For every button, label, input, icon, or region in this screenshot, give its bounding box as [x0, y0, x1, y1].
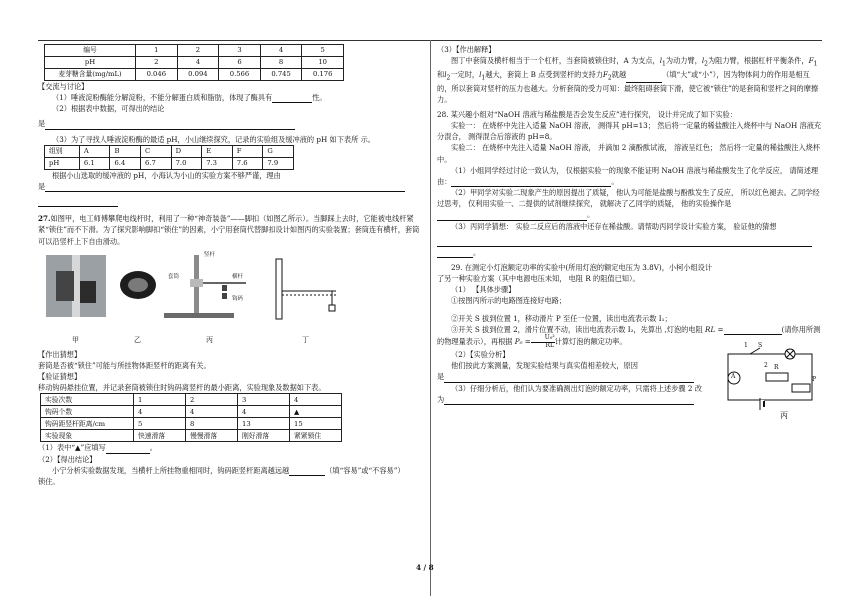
answer-blank[interactable] [45, 191, 405, 192]
label-r: R [774, 364, 779, 371]
conclusion-text: 小宁分析实验数据发现，当横杆上所挂物重相同时，钩码距竖杆距离越远越 （填“容易”或“不容易”） [52, 465, 405, 475]
q29-2-text: 他们按此方案测量，发现实验结果与真实值相差较大，原因 [451, 361, 638, 371]
label-s: S [758, 342, 763, 349]
q2: （2）根据表中数据，可得出的结论 [52, 104, 165, 114]
answer-blank[interactable] [444, 404, 694, 405]
power-formula: $\frac{\text{U₀²}}{RL}$ [531, 335, 555, 349]
label-goumao: 钩码 [232, 295, 244, 302]
table-maltose [44, 44, 344, 81]
table-ph [44, 145, 294, 170]
q28-3-answer-line-2: 。 [437, 247, 822, 258]
step-2: ②开关 S 拔到位置 1，移动滑片 P 至任一位置，读出电流表示数 I₁； [451, 313, 672, 323]
answer-blank[interactable] [437, 257, 473, 258]
label-p: P [812, 376, 817, 383]
diagram-ding [276, 259, 282, 319]
label-1: 1 [744, 342, 748, 349]
answer-line-extra [38, 196, 420, 207]
conclusion-title: （2）【得出结论】 [38, 454, 97, 464]
q28: 28. 某兴趣小组对“NaOH 溶液与稀盐酸是否会发生反应”进行探究， 设计并完成了如下实验： [437, 109, 737, 119]
label-jia: 甲 [72, 335, 79, 344]
q3-answer-line: 是 [38, 181, 420, 192]
experiment-2: 实验二： 在烧杯中先注入适量 NaOH 溶液， 并滴加 2 滴酚酞试液， 溶液呈红色； 然后将一定量的稀盐酸注入烧杯中。 [437, 143, 821, 164]
q29: 29. 在测定小灯泡额定功率的实验中(所用灯泡的额定电压为 3.8V)，小柯小组设计了另一种实验方案（其中电源电压未知， 电阻 R 的阻值已知）。 [437, 262, 713, 284]
q1: （1）唾液淀粉酶能分解淀粉，不能分解蛋白质和脂肪，体现了酶具有 性。 [52, 93, 327, 103]
label-taotong: 套筒 [168, 273, 180, 280]
page-number: 4 / 8 [416, 563, 434, 572]
q3-tail: 根据小山选取的缓冲液的 pH，小海认为小山的实验方案不够严谨，理由 [52, 170, 281, 180]
answer-blank[interactable] [106, 453, 150, 454]
q28-3: （3）丙同学猜想： 实验二反应后的溶液中还存在稀盐酸。请帮助丙同学设计实验方案， 验证他的猜想 [451, 221, 777, 231]
label-yi: 乙 [134, 335, 141, 344]
table-row: 实验次数 1 2 3 4 [41, 394, 342, 406]
verify-text: 移动钩码悬挂位置，并记录套筒被锁住时钩码离竖杆的最小距离，实验现象及数据如下表。 [38, 383, 326, 393]
left-column [38, 44, 420, 487]
label-2: 2 [764, 362, 768, 369]
apparatus-illustration [46, 251, 346, 343]
step-1: ①按图丙所示的电路图连接好电路； [451, 296, 567, 306]
q29-3-answer-line: 为 [437, 394, 822, 405]
q29-3: （3）仔细分析后，他们认为要准确测出灯泡的额定功率，只需将上述步骤 2 改 [451, 383, 702, 393]
answer-blank[interactable] [45, 129, 295, 130]
table-row: pH 2 4 6 8 10 [45, 57, 344, 69]
rheostat-symbol [792, 384, 810, 392]
guess-title: 【作出猜想】 [38, 349, 82, 359]
label-ding: 丁 [302, 335, 309, 344]
q27: 27.如图甲，电工师傅攀爬电线杆时，利用了一种“神奇装备”——脚扣（如图乙所示）。当脚踩上去时，它能被电线杆紧紧“锁住”而不下滑。为了探究影响脚扣“锁住”的因素，小宁用套筒代替脚扣设计如图丙的实验装置；套筒连有横杆，套筒可以沿竖杆上下自由滑动。 [38, 214, 420, 246]
q27-figure [46, 251, 346, 343]
q29-2-answer-line: 是 [437, 371, 822, 382]
table-row: 编号 1 2 3 4 5 [45, 45, 344, 57]
explain-text: 图丁中套筒及横杆相当于一个杠杆，当套筒被锁住时，A 为支点，$l_1$为动力臂，$l_2$为阻力臂，根据杠杆平衡条件，$F_1$和$l_2$一定时，$l_1$越大，套筒上 B 点受到竖杆的支持力$F_2$就越 （填“大”或“小”），因为物体间力的作用是相互的，所以套筒对竖杆的压力也越大。分析套筒的受力可知：最终阻碍套筒下滑，使它被“锁住”的是套筒和竖杆之间的摩擦力。 [437, 56, 819, 104]
experiment-1: 实验一： 在烧杯中先注入适量 NaOH 溶液， 测得其 pH=13； 然后将一定量的稀盐酸注入烧杯中与 NaOH 溶液充分混合， 测得混合后溶液的 pH=8。 [437, 121, 822, 142]
answer-blank[interactable] [289, 475, 325, 476]
answer-blank[interactable] [626, 82, 662, 83]
table-row: pH 6.1 6.4 6.7 7.0 7.3 7.6 7.9 [45, 157, 294, 169]
q29-2: （2）【实验分析】 [451, 350, 510, 360]
q3: （3）为了寻找人唾液淀粉酶的最适 pH，小山继续探究，记录的实验组及缓冲液的 pH 如下表所 示。 [52, 134, 375, 144]
q28-3-answer-line [437, 236, 822, 247]
resistor-symbol [766, 373, 788, 381]
answer-blank[interactable] [272, 102, 312, 103]
table-row: 钩码个数 4 4 4 ▲ [41, 406, 342, 418]
column-divider [430, 40, 431, 596]
answer-blank[interactable] [38, 206, 118, 207]
q28-1: （1）小组同学经过讨论一致认为， 仅根据实验一的现象不能证明 NaOH 溶液与稀盐酸发生了化学反应， 请简述理由： 。 [437, 165, 819, 186]
table-row: 麦芽糖含量(mg/mL) 0.046 0.094 0.566 0.745 0.176 [45, 69, 344, 81]
verify-title: 【验证猜想】 [38, 372, 82, 382]
answer-blank[interactable] [724, 334, 782, 335]
table-row: 组别 A B C D E F G [45, 145, 294, 157]
answer-blank[interactable] [437, 246, 812, 247]
table-experiment [40, 393, 342, 442]
q2-answer-line: 是 [38, 118, 420, 129]
circuit-svg [720, 344, 820, 424]
step-3: ③开关 S 拔到位置 2，滑片位置不动，读出电流表示数 I₂，先算出 ,灯泡的电阻 RL = (请你用所测的物理量表示），再根据 P₀ = $\frac{\text{U₀²}}{RL}$ 计算灯泡的额定功率。 [437, 324, 821, 349]
q28-2: （2）甲同学对实验二现象产生的原因提出了质疑， 他认为可能是盐酸与酚酞发生了反应， 所以红色褪去。乙同学经过思考， 仅利用实验一、二提供的试剂继续探究， 就解决了乙同学的质疑， 他的实验操作是。 [437, 188, 820, 220]
table-row: 实验现象 快速滑落 慢慢滑落 刚好滑落 紧紧锁住 [41, 430, 342, 442]
label-henggan: 横杆 [232, 273, 244, 280]
circuit-diagram [720, 344, 820, 424]
q29-1: （1） 【具体步骤】 [451, 285, 516, 295]
label-a: A [731, 373, 736, 380]
discuss-title: 【交流与讨论】 [38, 82, 89, 91]
label-bing: 丙 [206, 335, 213, 344]
explain-title: （3）【作出解释】 [437, 45, 496, 54]
label-shugan: 竖杆 [204, 251, 216, 258]
q27-1: （1）表中“▲”应填写 。 [38, 443, 157, 453]
circuit-label: 丙 [780, 411, 788, 420]
q29-block [437, 262, 717, 307]
conclusion-end: 锁住。 [38, 476, 60, 486]
table-row: 钩码距竖杆距离/cm 5 8 13 15 [41, 418, 342, 430]
guess-text: 套筒是否被“锁住”可能与所挂物体距竖杆的距离有关。 [38, 360, 211, 370]
